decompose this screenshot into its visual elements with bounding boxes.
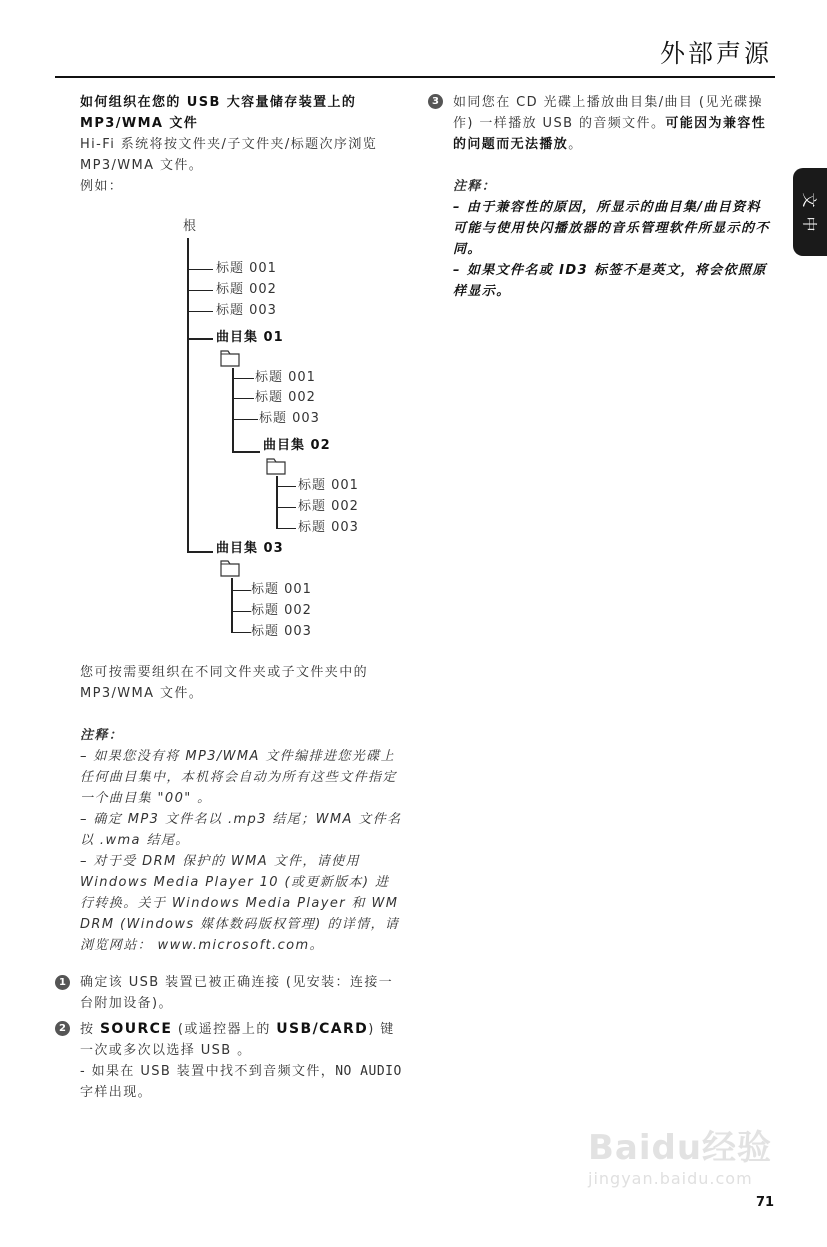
watermark-logo: Baidu经验 [588, 1128, 773, 1168]
note-label: 注释： [453, 179, 497, 194]
tree-album-2: 曲目集 02 [263, 438, 331, 453]
example-label: 例如： [80, 179, 124, 194]
tree-item: 标题 002 [298, 499, 359, 514]
step-2-text [80, 1019, 402, 1103]
right-notes [453, 176, 773, 302]
tree-album-1: 曲目集 01 [216, 330, 284, 345]
step-3-part-b: 可能因为兼容性的问题而无法播放 [453, 116, 767, 152]
folder-icon [220, 559, 240, 577]
step-1-bullet: 1 [55, 975, 70, 990]
step-2-part-b: (或遥控器上的 [172, 1022, 277, 1037]
step-1-text: 确定该 USB 装置已被正确连接 (见安装：连接一台附加设备)。 [80, 975, 394, 1011]
step-3-part-c: 。 [568, 137, 583, 152]
heading-usb: USB [186, 95, 221, 110]
tree-item: 标题 001 [298, 478, 359, 493]
note-line: – 如果文件名或 ID3 标签不是英文，将会依照原样显示。 [453, 263, 767, 299]
note-line: – 确定 MP3 文件名以 .mp3 结尾；WMA 文件名以 .wma 结尾。 [80, 812, 402, 848]
organize-text: 您可按需要组织在不同文件夹或子文件夹中的 MP3/WMA 文件。 [80, 665, 369, 701]
tree-item: 标题 001 [251, 582, 312, 597]
page-title: 外部声源 [659, 39, 772, 68]
page-number: 71 [756, 1195, 775, 1210]
tree-item: 标题 002 [255, 390, 316, 405]
language-tab [793, 168, 827, 256]
note-line: – 由于兼容性的原因，所显示的曲目集/曲目资料可能与使用快闪播放器的音乐管理软件所显示的不同。 [453, 200, 770, 257]
step-3-text [453, 92, 773, 155]
tree-album-3: 曲目集 03 [216, 541, 284, 556]
intro-text: Hi-Fi 系统将按文件夹/子文件夹/标题次序浏览 MP3/WMA 文件。 [80, 137, 378, 173]
step-3-bullet: 3 [428, 94, 443, 109]
step-3-part-a: 如同您在 CD 光碟上播放曲目集/曲目 (见光碟操作) 一样播放 USB 的音频文件。 [453, 95, 763, 131]
tree-item: 标题 001 [255, 370, 316, 385]
folder-icon [266, 457, 286, 475]
tree-item: 标题 003 [251, 624, 312, 639]
language-tab-char-2: 中 [800, 216, 819, 232]
tree-item: 标题 003 [298, 520, 359, 535]
heading-part-c: MP3/WMA 文件 [80, 116, 199, 131]
folder-icon [220, 349, 240, 367]
tree-item: 标题 003 [259, 411, 320, 426]
tree-item: 标题 002 [216, 282, 277, 297]
left-notes [80, 725, 402, 956]
language-tab-char-1: 文 [800, 192, 819, 208]
step-2-part-a: 按 [80, 1022, 100, 1037]
folder-tree-diagram [150, 214, 410, 654]
tree-item: 标题 002 [251, 603, 312, 618]
tree-item: 标题 001 [216, 261, 277, 276]
step-2-part-c: ) 键一次或多次以选择 USB 。 [80, 1022, 395, 1058]
note-line: – 如果您没有将 MP3/WMA 文件编排进您光碟上任何曲目集中，本机将会自动为所有这些文件指定一个曲目集 "00" 。 [80, 749, 397, 806]
heading-part-b: 大容量储存装置上的 [220, 95, 357, 110]
source-key: SOURCE [99, 1021, 173, 1037]
step-2-sub-a: - 如果在 USB 装置中找不到音频文件， [80, 1064, 336, 1079]
heading-part-a: 如何组织在您的 [80, 95, 187, 110]
note-label: 注释： [80, 728, 124, 743]
header-divider [55, 76, 775, 78]
watermark-url: jingyan.baidu.com [588, 1169, 753, 1188]
step-2-bullet: 2 [55, 1021, 70, 1036]
tree-root-label: 根 [183, 219, 198, 234]
lcd-no-audio: NO AUDIO [335, 1064, 402, 1079]
section-heading [80, 92, 402, 197]
note-line: – 对于受 DRM 保护的 WMA 文件，请使用 Windows Media Player 10 (或更新版本) 进行转换。关于 Windows Media Player 和 WM DRM (Windows 媒体数码版权管理) 的详情，请浏览网站： www.microsoft.com。 [80, 854, 400, 953]
step-2-sub-b: 字样出现。 [80, 1085, 153, 1100]
usb-card-key: USB/CARD [276, 1021, 369, 1037]
tree-item: 标题 003 [216, 303, 277, 318]
